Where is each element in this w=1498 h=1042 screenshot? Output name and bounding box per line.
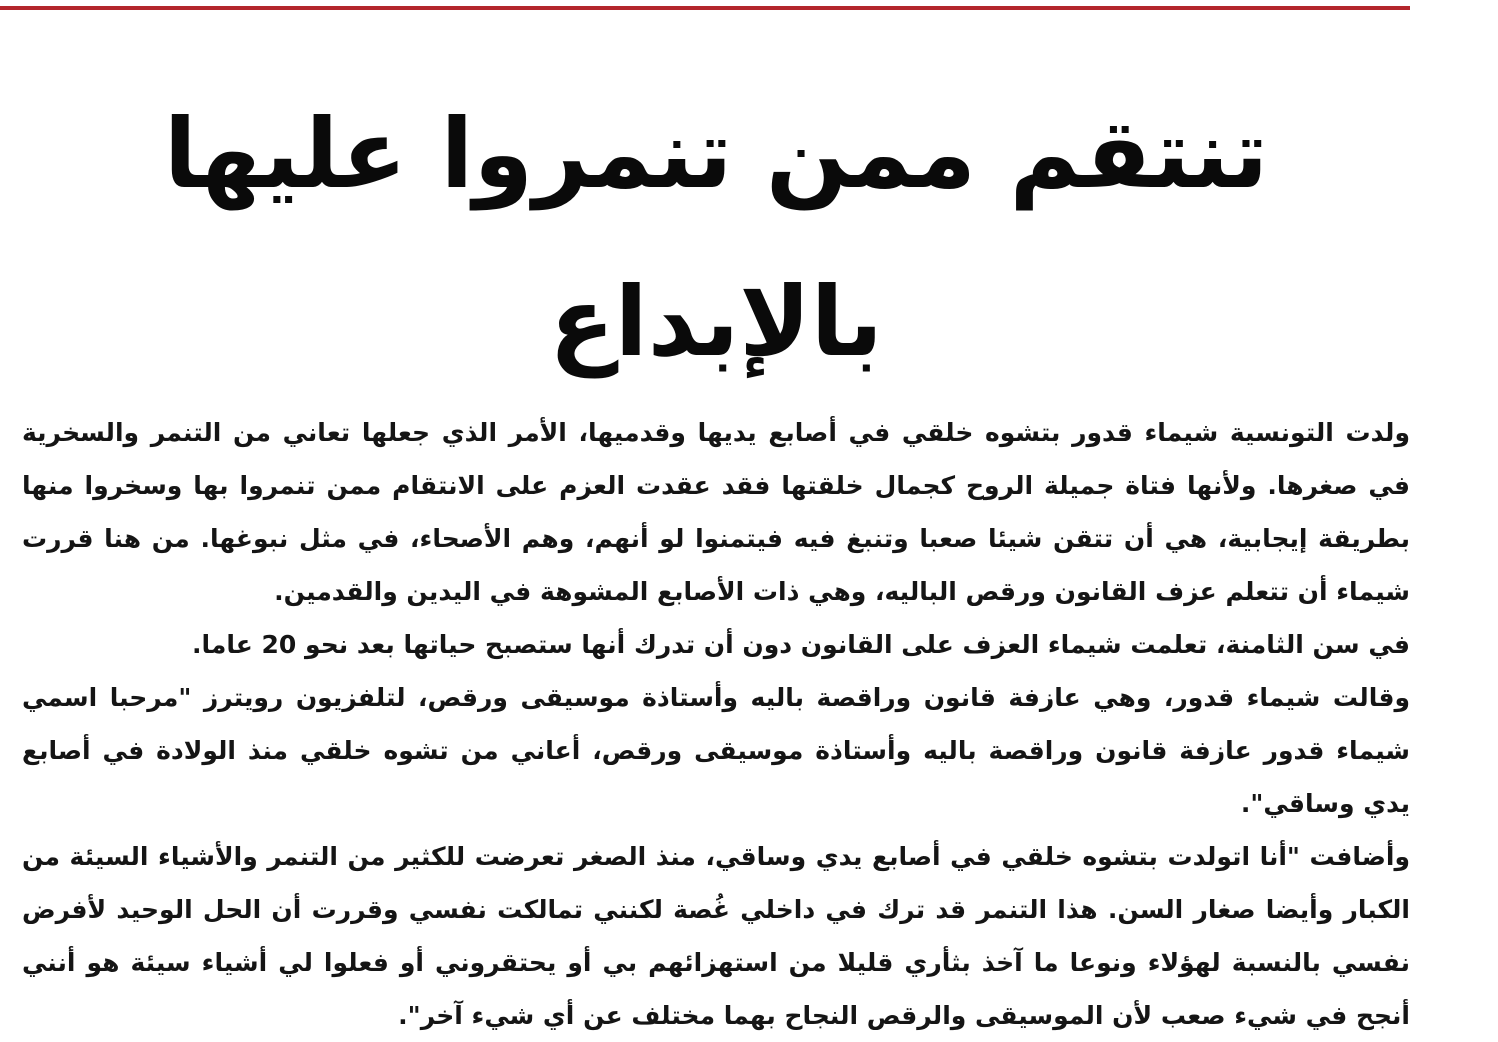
paragraph: ولدت التونسية شيماء قدور بتشوه خلقي في أصابع يديها وقدميها، الأمر الذي جعلها تعاني من التنمر والسخرية في صغرها. ولأنها فتاة جميلة الروح كجمال خلقتها فقد عقدت العزم على الانتقام ممن تنمروا بها وسخروا منها بطريقة إيجابية، هي أن تتقن شيئا صعبا وتنبغ فيه فيتمنوا لو أنهم، وهم الأصحاء، في مثل نبوغها. من هنا قررت شيماء أن تتعلم عزف القانون ورقص الباليه، وهي ذات الأصابع المشوهة في اليدين والقدمين.: [22, 418, 1410, 606]
article-body: [22, 406, 1410, 1042]
paragraph: في سن الثامنة، تعلمت شيماء العزف على القانون دون أن تدرك أنها ستصبح حياتها بعد نحو 20 عاما.: [192, 630, 1410, 659]
paragraph: وقالت شيماء قدور، وهي عازفة قانون وراقصة باليه وأستاذة موسيقى ورقص، لتلفزيون رويترز "مرحبا اسمي شيماء قدور عازفة قانون وراقصة باليه وأستاذة موسيقى ورقص، أعاني من تشوه خلقي منذ الولادة في أصابع يدي وساقي".: [22, 683, 1410, 818]
paragraph: وأضافت "أنا اتولدت بتشوه خلقي في أصابع يدي وساقي، منذ الصغر تعرضت للكثير من التنمر والأشياء السيئة من الكبار وأيضا صغار السن. هذا التنمر قد ترك في داخلي غُصة لكنني تمالكت نفسي وقررت أن الحل الوحيد لأفرض نفسي بالنسبة لهؤلاء ونوعا ما آخذ بثأري قليلا من استهزائهم بي أو يحتقروني أو فعلوا لي أشياء سيئة هو أنني أنجح في شيء صعب لأن الموسيقى والرقص النجاح بهما مختلف عن أي شيء آخر".: [22, 842, 1410, 1030]
top-divider-rule: [0, 6, 1410, 10]
headline: تنتقم ممن تنمروا عليها بالإبداع: [163, 98, 1269, 378]
article: [22, 70, 1410, 1042]
